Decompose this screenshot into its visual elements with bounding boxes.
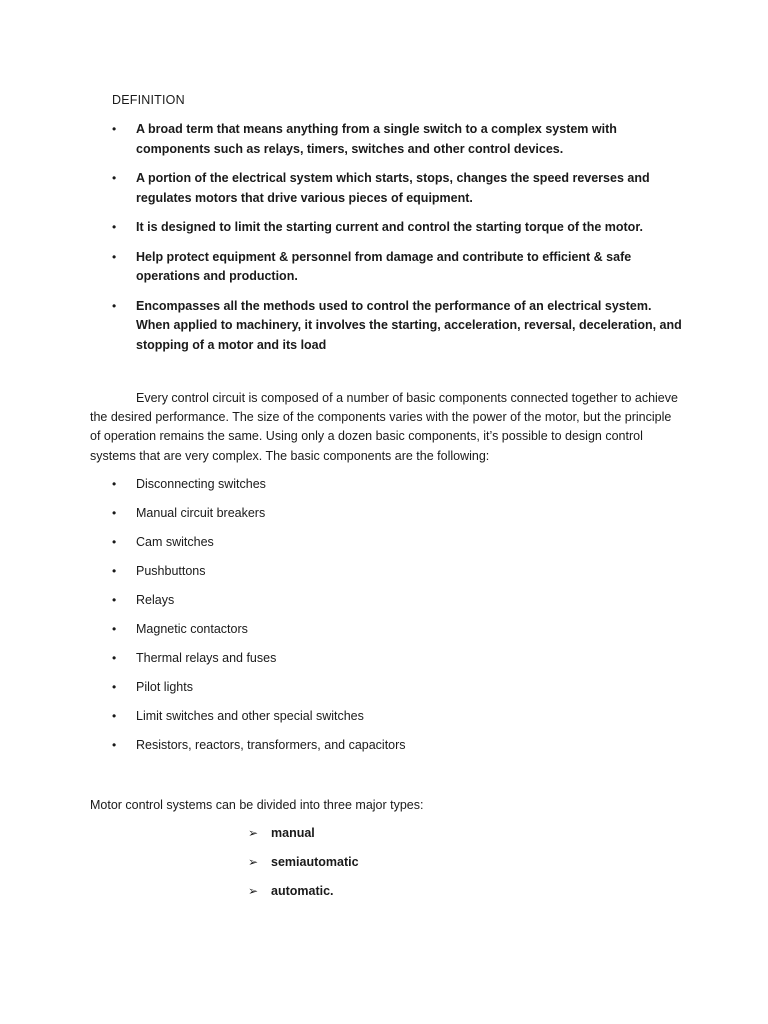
definition-item <box>0 169 768 208</box>
bullet-icon: • <box>112 122 117 136</box>
component-text: Resistors, reactors, transformers, and capacitors <box>136 738 406 752</box>
component-text: Thermal relays and fuses <box>136 651 277 665</box>
types-intro: Motor control systems can be divided into three major types: <box>90 798 424 812</box>
component-text: Disconnecting switches <box>136 477 266 491</box>
body-paragraph: Every control circuit is composed of a number of basic components connected together to achieve the desired performance. The size of the components varies with the power of the motor, but the principle of operation remains the same. Using only a dozen basic components, it’s possible to design control systems that are very complex. The basic components are the following: <box>90 391 678 463</box>
bullet-icon: • <box>112 506 117 520</box>
definition-list <box>0 120 768 365</box>
type-item <box>0 882 768 911</box>
component-item <box>0 591 768 620</box>
component-item <box>0 736 768 765</box>
bullet-icon: • <box>112 738 117 752</box>
component-item <box>0 533 768 562</box>
component-item <box>0 504 768 533</box>
bullet-icon: • <box>112 709 117 723</box>
bullet-icon: • <box>112 171 117 185</box>
component-text: Pushbuttons <box>136 564 206 578</box>
section-heading: DEFINITION <box>112 93 185 107</box>
definition-item <box>0 218 768 238</box>
definition-text: Help protect equipment & personnel from damage and contribute to efficient & safe operations and production. <box>136 249 632 283</box>
component-text: Pilot lights <box>136 680 193 694</box>
bullet-icon: • <box>112 651 117 665</box>
type-text: automatic. <box>271 884 334 898</box>
component-text: Magnetic contactors <box>136 622 248 636</box>
bullet-icon: • <box>112 220 117 234</box>
type-text: semiautomatic <box>271 855 359 869</box>
bullet-icon: • <box>112 622 117 636</box>
component-item <box>0 678 768 707</box>
component-item <box>0 649 768 678</box>
definition-text: It is designed to limit the starting current and control the starting torque of the motor. <box>136 220 643 234</box>
arrow-bullet-icon: ➢ <box>248 826 259 840</box>
definition-item <box>0 120 768 159</box>
component-text: Cam switches <box>136 535 214 549</box>
type-item <box>0 853 768 882</box>
component-item <box>0 707 768 736</box>
arrow-bullet-icon: ➢ <box>248 855 259 869</box>
bullet-icon: • <box>112 564 117 578</box>
definition-item <box>0 248 768 287</box>
bullet-icon: • <box>112 680 117 694</box>
bullet-icon: • <box>112 535 117 549</box>
component-text: Manual circuit breakers <box>136 506 266 520</box>
component-item <box>0 620 768 649</box>
definition-item <box>0 297 768 356</box>
arrow-bullet-icon: ➢ <box>248 884 259 898</box>
bullet-icon: • <box>112 298 117 313</box>
component-list <box>0 475 768 765</box>
component-item <box>0 562 768 591</box>
component-text: Relays <box>136 593 175 607</box>
type-item <box>0 824 768 853</box>
bullet-icon: • <box>112 593 117 607</box>
bullet-icon: • <box>112 249 117 264</box>
component-text: Limit switches and other special switches <box>136 709 364 723</box>
bullet-icon: • <box>112 477 117 491</box>
type-text: manual <box>271 826 315 840</box>
definition-text: A broad term that means anything from a single switch to a complex system with components such as relays, timers, switches and other control devices. <box>136 122 617 156</box>
types-list <box>0 824 768 911</box>
component-item <box>0 475 768 504</box>
definition-text: A portion of the electrical system which starts, stops, changes the speed reverses and regulates motors that drive various pieces of equipment. <box>136 171 650 205</box>
definition-text: Encompasses all the methods used to control the performance of an electrical system. When applied to machinery, it involves the starting, acceleration, reversal, deceleration, and stopping of a motor and its load <box>136 298 682 352</box>
